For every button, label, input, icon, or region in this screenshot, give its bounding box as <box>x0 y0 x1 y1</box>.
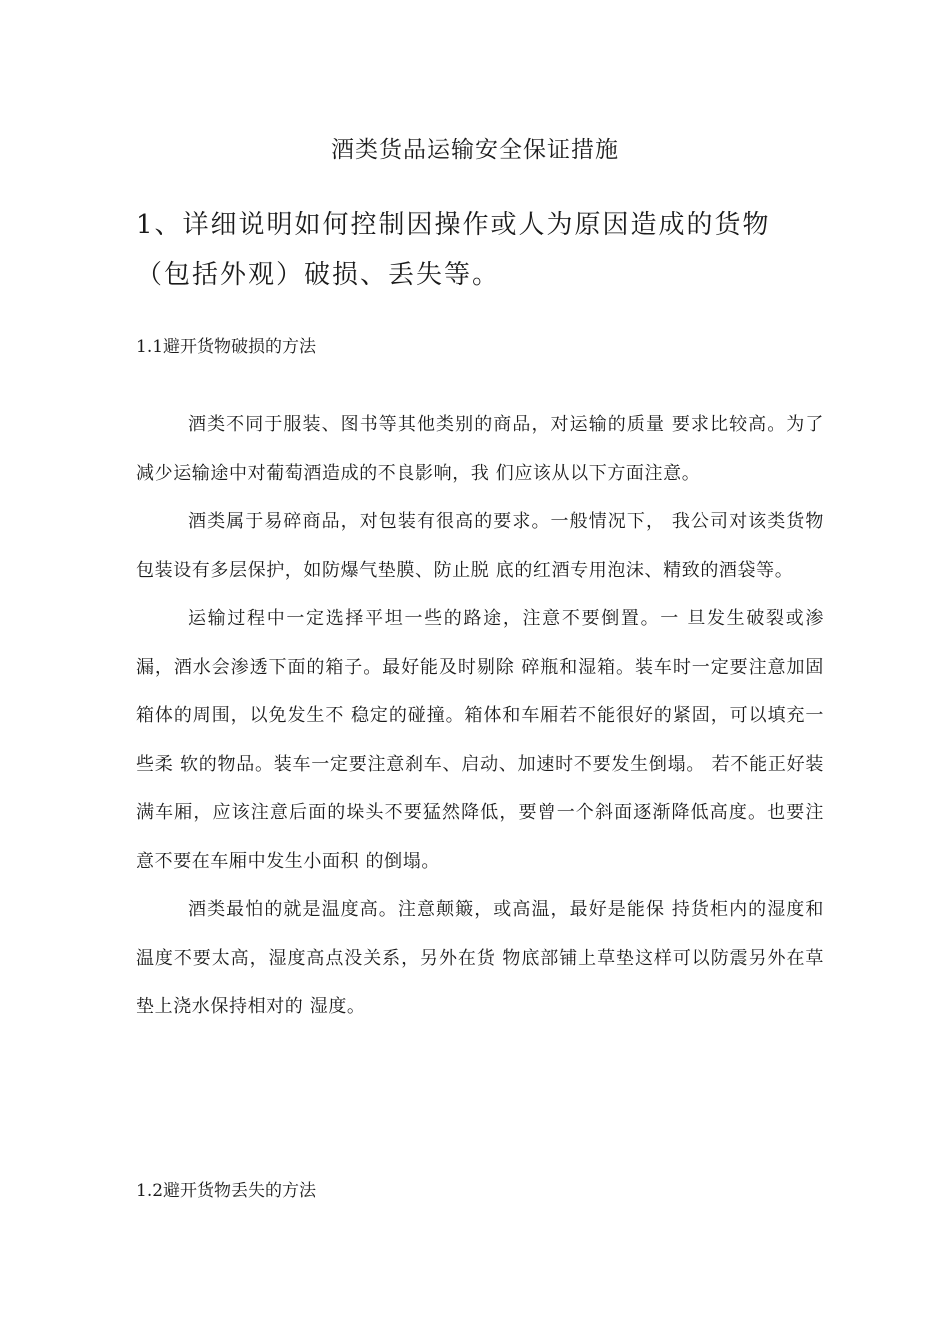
subsection-heading-1-1: 1.1避开货物破损的方法 <box>136 337 317 357</box>
subsection-body-1-1 <box>136 401 824 1032</box>
paragraph: 酒类最怕的就是温度高。注意颠簸，或高温，最好是能保 持货柜内的湿度和温度不要太高，湿度高点没关系，另外在货 物底部铺上草垫这样可以防震另外在草垫上浇水保持相对的 湿度。 <box>136 899 824 1017</box>
subsection-heading-1-2: 1.2避开货物丢失的方法 <box>136 1181 317 1201</box>
section-heading: 1、详细说明如何控制因操作或人为原因造成的货物（包括外观）破损、丢失等。 <box>136 210 771 290</box>
paragraph: 酒类不同于服装、图书等其他类别的商品，对运输的质量 要求比较高。为了减少运输途中对葡萄酒造成的不良影响，我 们应该从以下方面注意。 <box>136 414 824 484</box>
paragraph: 酒类属于易碎商品，对包装有很高的要求。一般情况下， 我公司对该类货物包装设有多层保护，如防爆气垫膜、防止脱 底的红酒专用泡沫、精致的酒袋等。 <box>136 511 824 581</box>
document-title: 酒类货品运输安全保证措施 <box>331 137 619 163</box>
paragraph: 运输过程中一定选择平坦一些的路途，注意不要倒置。一 旦发生破裂或渗漏，酒水会渗透下面的箱子。最好能及时剔除 碎瓶和湿箱。装车时一定要注意加固箱体的周围，以免发生不 稳定的碰撞。箱体和车厢若不能很好的紧固，可以填充一些柔 软的物品。装车一定要注意刹车、启动、加速时不要发生倒塌。 若不能正好装满车厢，应该注意后面的垛头不要猛然降低，要曾一个斜面逐渐降低高度。也要注意不要在车厢中发生小面积 的倒塌。 <box>136 608 824 872</box>
